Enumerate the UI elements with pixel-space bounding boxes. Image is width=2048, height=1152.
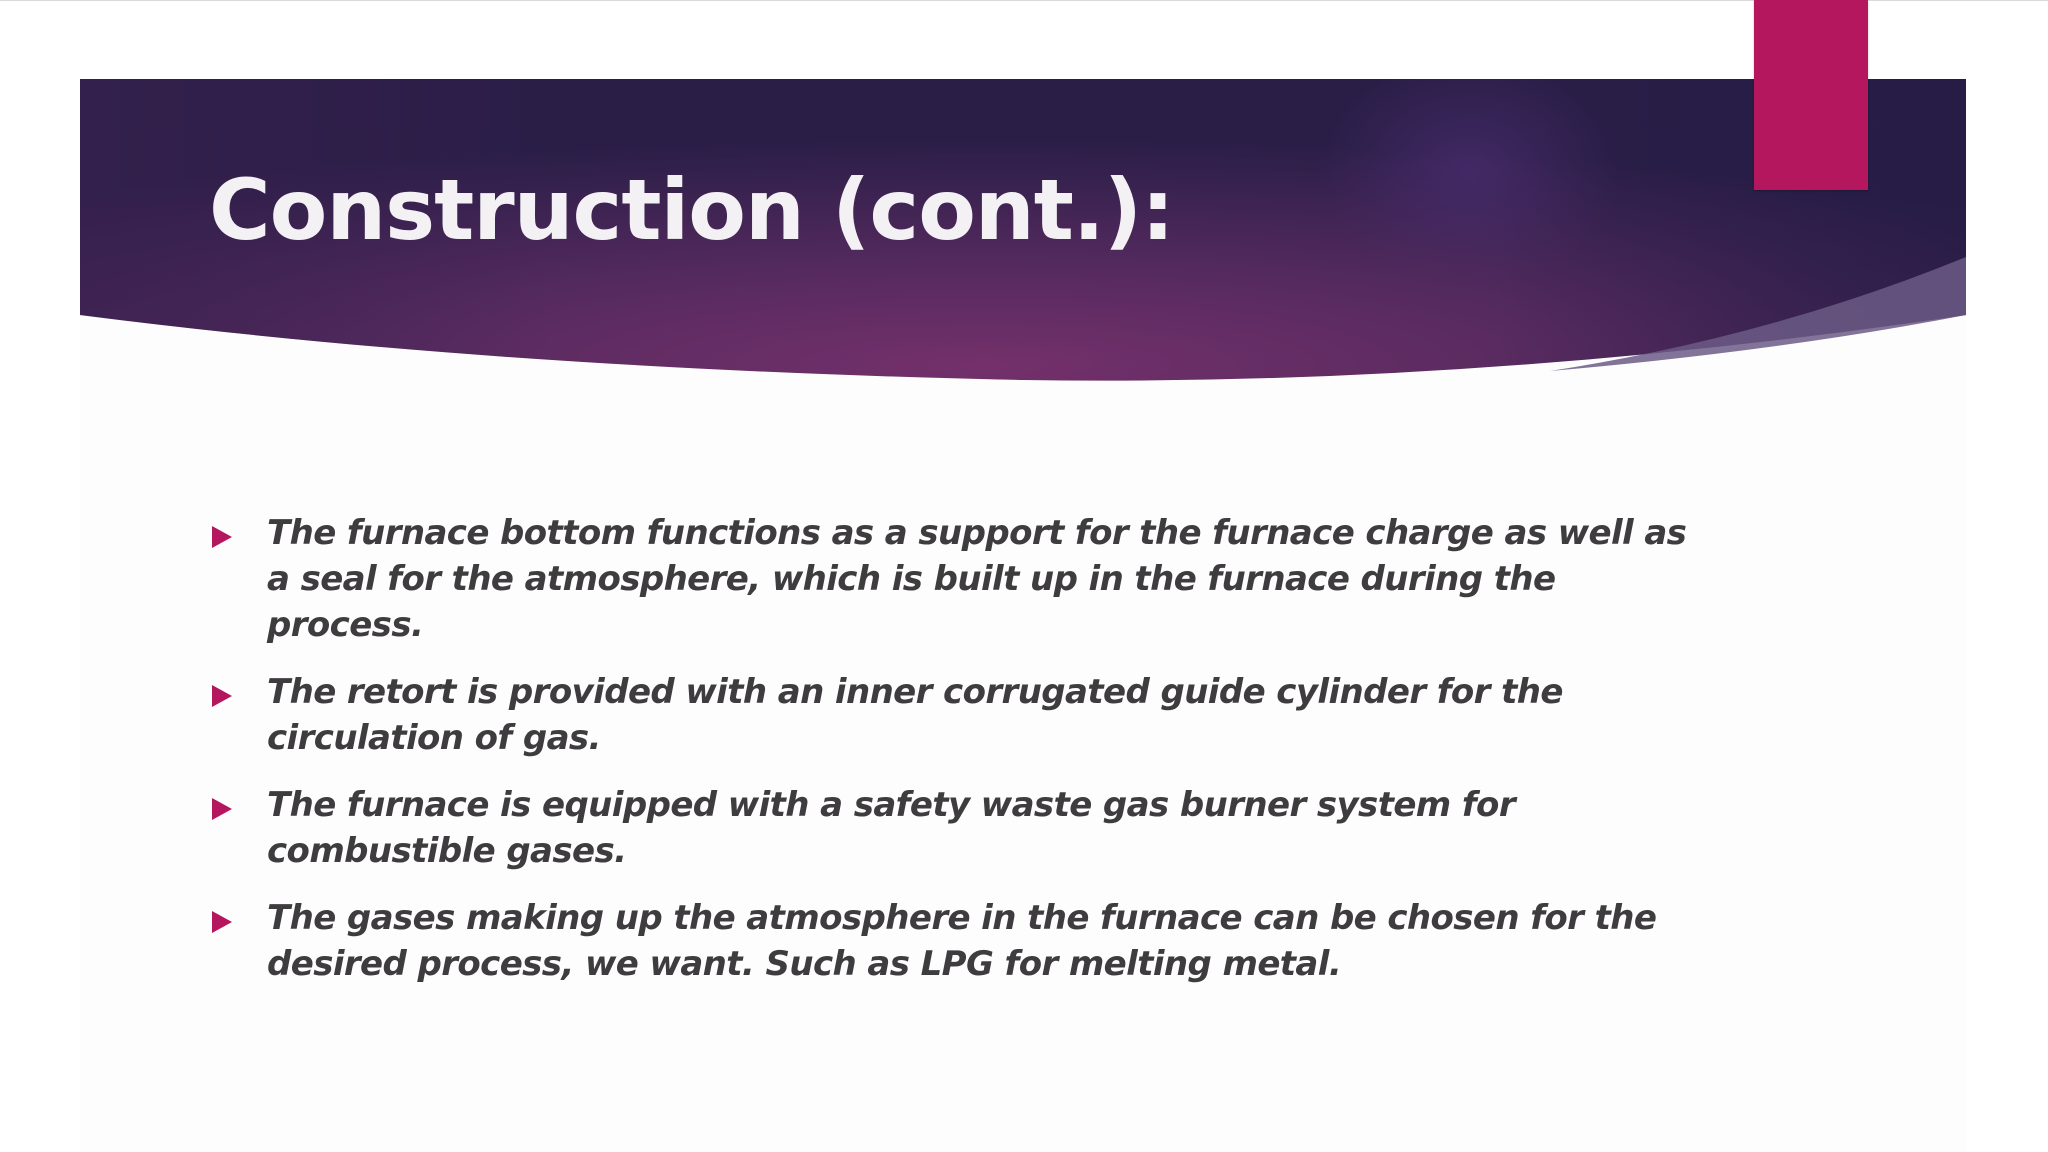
bullet-list [209,510,1709,1008]
right-triangle-icon [212,798,232,820]
slide-title: Construction (cont.): [209,161,1174,259]
accent-bookmark-tab [1754,0,1868,190]
bullet-text-line: a seal for the atmosphere, which is built up in the furnace during the [267,559,1556,599]
right-triangle-icon [212,685,232,707]
bullet-text-line: desired process, we want. Such as LPG for melting metal. [267,944,1342,984]
bullet-text-line: combustible gases. [267,831,627,871]
bullet-item [209,510,1709,648]
bullet-item [209,669,1709,761]
top-divider [0,0,2048,1]
bullet-text-line: The gases making up the atmosphere in the furnace can be chosen for the [267,898,1657,938]
bullet-item [209,782,1709,874]
right-triangle-icon [212,526,232,548]
bullet-text-line: The retort is provided with an inner corrugated guide cylinder for the [267,672,1563,712]
bullet-text-line: The furnace is equipped with a safety waste gas burner system for [267,785,1515,825]
bullet-text-line: circulation of gas. [267,718,601,758]
right-triangle-icon [212,911,232,933]
bullet-item [209,895,1709,987]
bullet-text-line: process. [267,605,424,645]
bullet-text-line: The furnace bottom functions as a support for the furnace charge as well as [267,513,1687,553]
